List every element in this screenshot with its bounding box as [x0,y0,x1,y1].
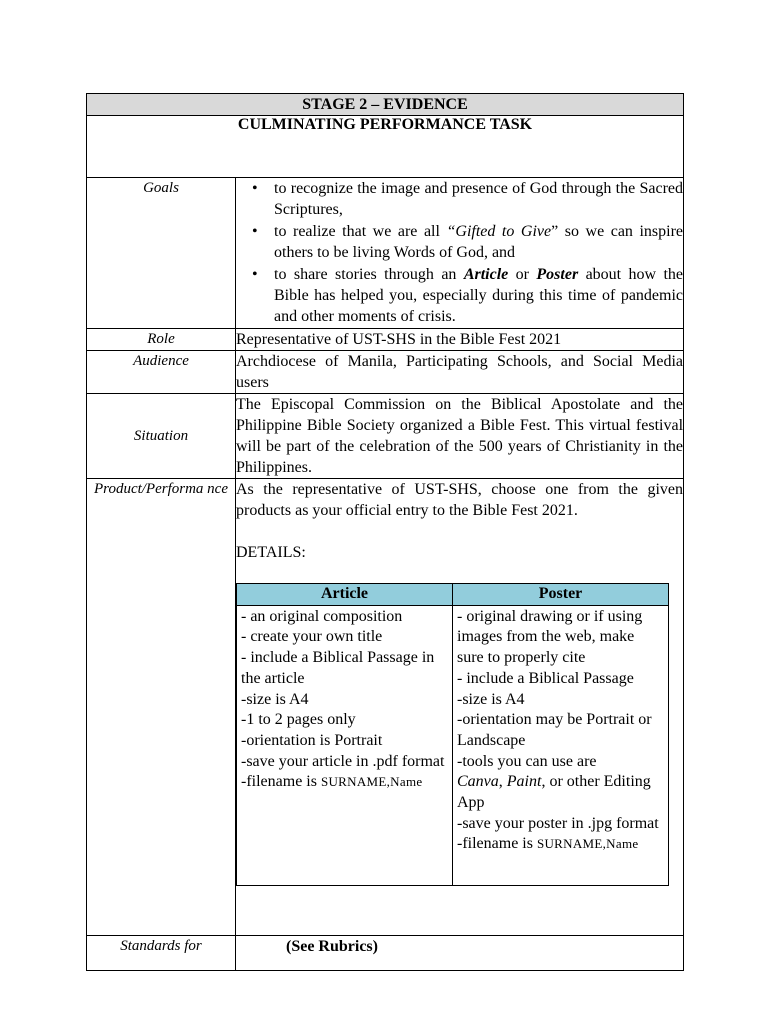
canva-tool: Canva [457,773,499,791]
article-header: Article [237,584,453,606]
options-header-row [237,584,669,606]
goal-text: ” so we can inspire others to be living Words of God, and [274,223,684,261]
article-line: -size is A4 [241,690,309,708]
article-line: - include a Biblical Passage in the article [241,649,435,687]
filename-prefix: -filename is [457,835,537,853]
article-line: -1 to 2 pages only [241,711,356,729]
product-content [236,479,684,936]
goals-list [236,178,683,327]
tools-rest: , or other Editing App [457,773,651,812]
article-lines [241,607,448,773]
options-body-row [237,605,669,885]
stage-header-row [87,94,684,116]
goal-item [252,178,684,220]
poster-line: -tools you can use are [457,752,597,770]
goals-label: Goals [87,178,236,329]
goal-text: to realize that we are all [274,223,447,240]
product-options-table [236,583,669,886]
role-label: Role [87,329,236,351]
article-details [237,605,453,885]
bullet-icon: • [252,266,258,283]
poster-lines [457,814,664,835]
bullet-icon: • [252,223,258,240]
poster-lines [457,607,664,773]
article-line: -save your article in .pdf format [241,752,445,770]
goal-text: about how the Bible has helped you, especially during this time of pandemic and other moments of crisis. [274,266,684,325]
article-line: - an original composition [241,607,403,625]
audience-row [87,351,684,394]
bullet-icon: • [252,180,258,197]
filename-format: SURNAME,Name [536,836,639,852]
poster-details [453,605,669,885]
article-line: - create your own title [241,628,383,646]
task-header-row [87,116,684,178]
goal-text: or [508,266,537,283]
situation-row [87,394,684,479]
details-label: DETAILS: [236,544,306,561]
poster-header: Poster [453,584,669,606]
evidence-table [86,93,684,971]
filename-format: SURNAME,Name [320,774,423,790]
article-emphasis: Article [463,266,509,283]
goal-item [252,221,684,263]
product-label: Product/Performa nce [87,479,236,936]
goal-item [252,264,684,327]
poster-line: - original drawing or if using images from the web, make sure to properly cite [457,607,643,667]
separator: , [498,773,507,791]
stage-title: STAGE 2 – EVIDENCE [87,94,684,116]
paint-tool: Paint [506,773,542,791]
gifted-to-give-phrase: “Gifted to Give [446,223,552,240]
audience-label: Audience [87,351,236,394]
poster-line: - include a Biblical Passage [457,669,634,687]
poster-filename [457,834,664,855]
poster-line: -orientation may be Portrait or Landscape [457,711,652,749]
standards-label: Standards for [87,936,236,971]
goal-text: to recognize the image and presence of God through the Sacred Scriptures, [274,180,684,218]
product-intro: As the representative of UST-SHS, choose one from the given products as your official entry to the Bible Fest 2021. [236,481,684,519]
poster-line: -save your poster in .jpg format [457,814,659,832]
poster-tools [457,772,664,813]
poster-line: -size is A4 [457,690,525,708]
goal-text: to share stories through an [274,266,464,283]
standards-content: (See Rubrics) [236,936,684,971]
article-line: -orientation is Portrait [241,731,383,749]
poster-emphasis: Poster [536,266,579,283]
standards-row [87,936,684,971]
article-filename [241,772,448,793]
role-content: Representative of UST-SHS in the Bible Fest 2021 [236,329,684,351]
audience-content: Archdiocese of Manila, Participating Schools, and Social Media users [236,351,684,394]
situation-content: The Episcopal Commission on the Biblical Apostolate and the Philippine Bible Society organized a Bible Fest. This virtual festival will be part of the celebration of the 500 years of Christianity in the Philippines. [236,394,684,479]
product-row [87,479,684,936]
filename-prefix: -filename is [241,773,321,791]
situation-label: Situation [87,394,236,479]
goals-content [236,178,684,329]
goals-row [87,178,684,329]
task-title: CULMINATING PERFORMANCE TASK [87,116,684,178]
role-row [87,329,684,351]
